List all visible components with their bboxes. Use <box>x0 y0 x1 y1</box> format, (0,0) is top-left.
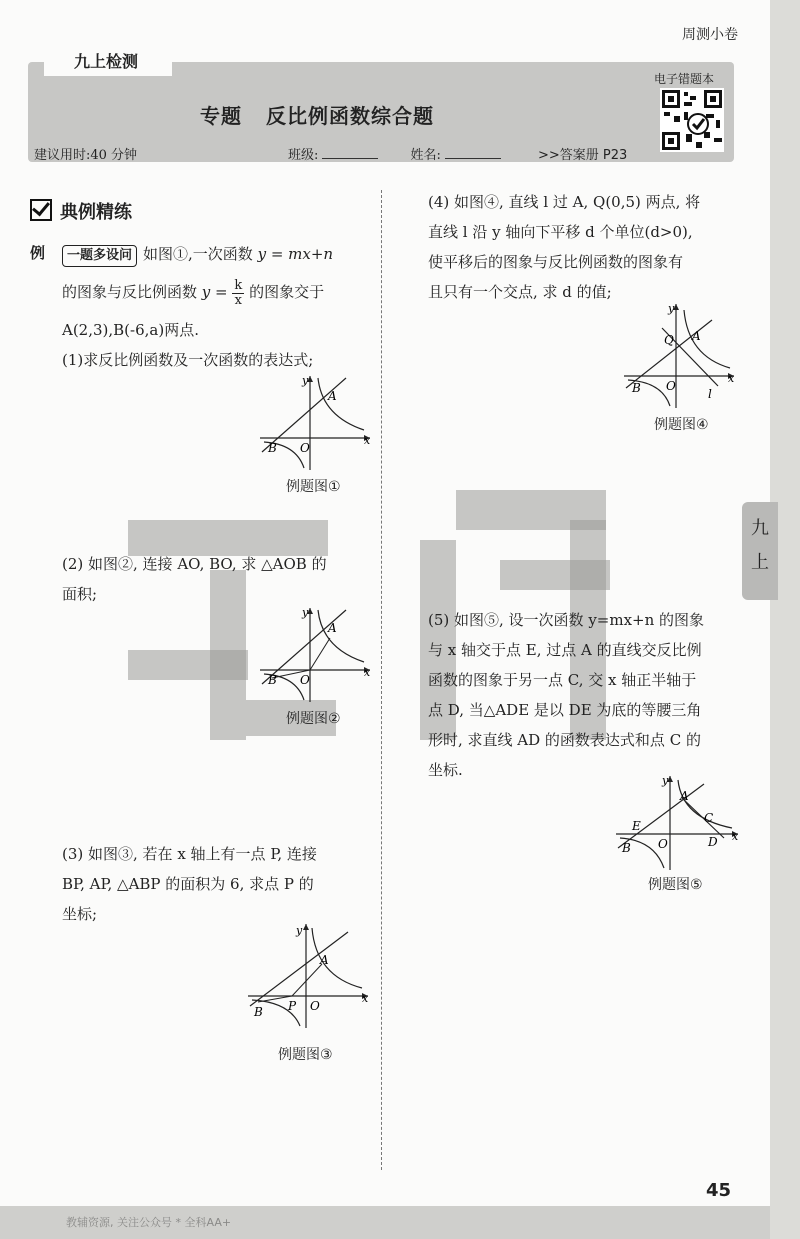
name-label: 姓名: <box>410 148 441 163</box>
fig5-label-d: D <box>708 835 718 849</box>
footer-text: 教辅资源, 关注公众号 * 全科AA+ <box>66 1216 232 1229</box>
fig1-label-b: B <box>268 441 277 455</box>
class-label: 班级: <box>288 148 319 163</box>
stem-d: A(2,3),B(-6,a)两点. <box>62 321 199 339</box>
name-blank[interactable] <box>445 158 501 159</box>
fig3-label-y: y <box>296 924 303 937</box>
example-label: 例 <box>30 244 46 262</box>
fig4-label-q: Q <box>664 333 674 347</box>
question-4-line2: 直线 l 沿 y 轴向下平移 d 个单位(d>0), <box>428 223 693 241</box>
stem-c: 的图象交于 <box>249 283 325 301</box>
fig2-label-a: A <box>328 621 337 635</box>
figure-3-caption: 例题图③ <box>278 1047 333 1063</box>
footer-bar <box>0 1206 770 1239</box>
stem-a: 如图①,一次函数 <box>143 245 253 263</box>
equation-inverse: y = <box>201 283 228 301</box>
fig3-label-o: O <box>310 999 320 1013</box>
fig2-label-o: O <box>300 673 310 687</box>
side-tab-top: 九 <box>751 518 769 539</box>
fig4-label-x: x <box>728 372 735 385</box>
question-5-line5: 形时, 求直线 AD 的函数表达式和点 C 的 <box>428 731 701 749</box>
fig5-label-e: E <box>632 819 641 833</box>
page-edge <box>770 0 800 1239</box>
fig2-label-b: B <box>268 673 277 687</box>
fig5-label-b: B <box>622 841 631 855</box>
fig4-label-o: O <box>666 379 676 393</box>
page-number: 45 <box>706 1180 732 1201</box>
page-title <box>200 100 434 129</box>
fig1-label-x: x <box>364 434 371 447</box>
question-3-line3: 坐标; <box>62 905 98 923</box>
question-3-line1: (3) 如图③, 若在 x 轴上有一点 P, 连接 <box>62 845 317 863</box>
figure-2 <box>258 604 378 704</box>
question-2-line2: 面积; <box>62 585 98 603</box>
student-fields <box>288 144 529 163</box>
question-4-line3: 使平移后的图象与反比例函数的图象有 <box>428 253 684 271</box>
figure-5 <box>614 772 744 872</box>
checkbox-icon <box>30 199 52 221</box>
watermark <box>210 570 246 740</box>
fig3-label-x: x <box>362 992 369 1005</box>
question-5-line6: 坐标. <box>428 761 463 779</box>
fig2-label-y: y <box>302 606 309 619</box>
fig3-label-b: B <box>254 1005 263 1019</box>
equation-linear: y = mx+n <box>257 245 334 263</box>
fig3-label-a: A <box>320 953 329 967</box>
fraction-numerator: k <box>234 277 243 293</box>
fig1-label-y: y <box>302 374 309 387</box>
fig1-label-o: O <box>300 441 310 455</box>
topic-title: 反比例函数综合题 <box>266 104 434 128</box>
question-4-line4: 且只有一个交点, 求 d 的值; <box>428 283 612 301</box>
tab-label: 九上检测 <box>44 48 172 76</box>
question-2-line1: (2) 如图②, 连接 AO, BO, 求 △AOB 的 <box>62 555 327 573</box>
class-blank[interactable] <box>322 158 378 159</box>
fig4-label-y: y <box>668 302 675 315</box>
side-tab-bottom: 上 <box>751 552 769 573</box>
fig2-label-x: x <box>364 666 371 679</box>
fig5-label-x: x <box>732 830 739 843</box>
fraction <box>232 279 244 308</box>
qr-code[interactable] <box>660 88 724 152</box>
example-stem <box>62 238 372 271</box>
fraction-denominator: x <box>234 292 242 308</box>
multi-question-badge: 一题多设问 <box>62 245 137 267</box>
column-divider <box>381 190 382 1170</box>
question-5-line1: (5) 如图⑤, 设一次函数 y=mx+n 的图象 <box>428 611 705 629</box>
question-3-line2: BP, AP, △ABP 的面积为 6, 求点 P 的 <box>62 875 314 893</box>
suggested-time: 建议用时:40 分钟 <box>34 148 138 163</box>
figure-1-caption: 例题图① <box>286 479 341 495</box>
fig4-label-l: l <box>708 387 712 401</box>
qr-title: 电子错题本 <box>654 72 715 86</box>
fig5-label-o: O <box>658 837 668 851</box>
question-5-line3: 函数的图象于另一点 C, 交 x 轴正半轴于 <box>428 671 697 689</box>
fig4-label-b: B <box>632 381 641 395</box>
section-heading <box>30 198 132 224</box>
question-5-line2: 与 x 轴交于点 E, 过点 A 的直线交反比例 <box>428 641 702 659</box>
figure-4 <box>622 300 742 410</box>
section-title: 典例精练 <box>60 202 132 223</box>
figure-5-caption: 例题图⑤ <box>648 877 703 893</box>
figure-4-caption: 例题图④ <box>654 417 709 433</box>
figure-1 <box>258 372 378 472</box>
question-4-line1: (4) 如图④, 直线 l 过 A, Q(0,5) 两点, 将 <box>428 193 701 211</box>
fig5-label-y: y <box>662 774 669 787</box>
fig3-label-p: P <box>288 999 297 1013</box>
example-stem-line2 <box>62 276 372 309</box>
side-tab <box>742 502 778 600</box>
series-title: 周测小卷 <box>682 27 738 43</box>
fig5-label-a: A <box>680 789 689 803</box>
fig1-label-a: A <box>328 389 337 403</box>
fig4-label-a: A <box>692 329 701 343</box>
question-1: (1)求反比例函数及一次函数的表达式; <box>62 351 314 369</box>
question-5-line4: 点 D, 当△ADE 是以 DE 为底的等腰三角 <box>428 701 702 719</box>
figure-2-caption: 例题图② <box>286 711 341 727</box>
topic-label: 专题 <box>200 104 242 128</box>
stem-b: 的图象与反比例函数 <box>62 283 198 301</box>
figure-3 <box>246 920 376 1030</box>
answer-reference: >>答案册 P23 <box>538 148 628 163</box>
fig5-label-c: C <box>704 811 714 825</box>
